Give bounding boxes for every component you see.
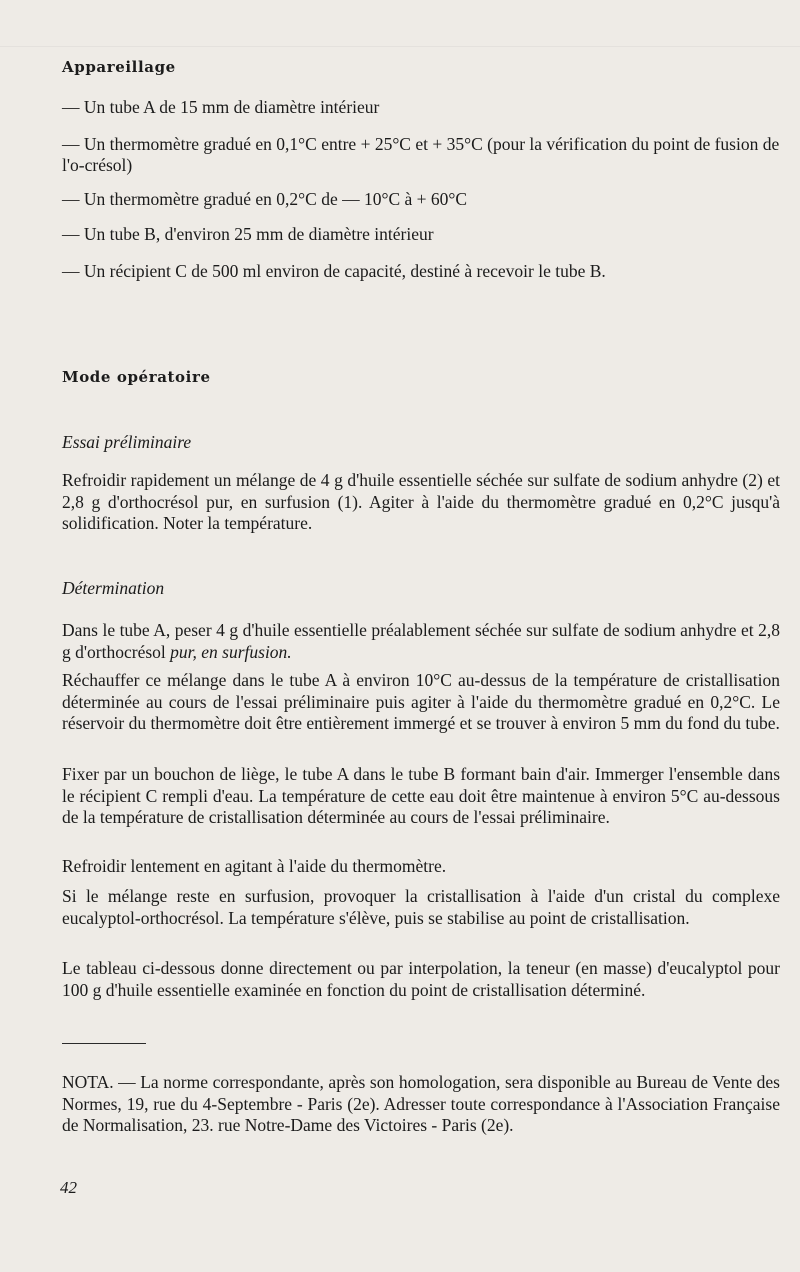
subheading-preliminary: Essai préliminaire [62,432,192,452]
equipment-item-3: — Un thermomètre gradué en 0,2°C de — 10°C à + 60°C [62,189,468,209]
note-paragraph: NOTA. — La norme correspondante, après son homologation, sera disponible au Bureau de Vente des Normes, 19, rue du 4-Septembre - Paris (2e). Adresser toute correspondance à l'Association Française de Normalisation, 23. rue Notre-Dame des Victoires - Paris (2e). [62,1072,780,1135]
page-number: 42 [60,1178,77,1197]
equipment-item-1: — Un tube A de 15 mm de diamètre intérieur [62,97,380,117]
equipment-item-4: — Un tube B, d'environ 25 mm de diamètre intérieur [62,224,434,244]
paragraph-determination-4: Refroidir lentement en agitant à l'aide du thermomètre. [62,856,447,876]
heading-equipment: Appareillage [62,58,176,76]
equipment-item-5: — Un récipient C de 500 ml environ de capacité, destiné à recevoir le tube B. [62,261,606,281]
paragraph-preliminary: Refroidir rapidement un mélange de 4 g d'huile essentielle séchée sur sulfate de sodium anhydre (2) et 2,8 g d'orthocrésol pur, en surfusion (1). Agiter à l'aide du thermomètre gradué en 0,2°C jusqu'à solidification. Noter la température. [62,470,780,533]
subheading-determination: Détermination [62,578,165,598]
heading-procedure: Mode opératoire [62,368,211,386]
equipment-item-2: — Un thermomètre gradué en 0,1°C entre + 25°C et + 35°C (pour la vérification du point de fusion de l'o-crésol) [62,134,780,175]
paragraph-determination-6: Le tableau ci-dessous donne directement ou par interpolation, la teneur (en masse) d'eucalyptol pour 100 g d'huile essentielle examinée en fonction du point de cristallisation déterminé. [62,958,780,1000]
paragraph-determination-1 [62,620,780,663]
footnote-divider [62,1043,146,1044]
scan-edge-line [0,46,800,47]
paragraph-determination-1-text: Dans le tube A, peser 4 g d'huile essentielle préalablement séchée sur sulfate de sodium anhydre et 2,8 g d'orthocrésol [62,620,780,662]
paragraph-determination-3: Fixer par un bouchon de liège, le tube A dans le tube B formant bain d'air. Immerger l'ensemble dans le récipient C rempli d'eau. La température de cette eau doit être maintenue à environ 5°C au-dessous de la température de cristallisation déterminée au cours de l'essai préliminaire. [62,764,780,827]
paragraph-determination-1-italic: pur, en surfusion. [170,641,292,662]
paragraph-determination-2: Réchauffer ce mélange dans le tube A à environ 10°C au-dessus de la température de cristallisation déterminée au cours de l'essai préliminaire puis agiter à l'aide du thermomètre gradué en 0,2°C. Le réservoir du thermomètre doit être entièrement immergé et se trouver à environ 5 mm du fond du tube. [62,670,780,733]
paragraph-determination-5: Si le mélange reste en surfusion, provoquer la cristallisation à l'aide d'un cristal du complexe eucalyptol-orthocrésol. La température s'élève, puis se stabilise au point de cristallisation. [62,886,780,928]
